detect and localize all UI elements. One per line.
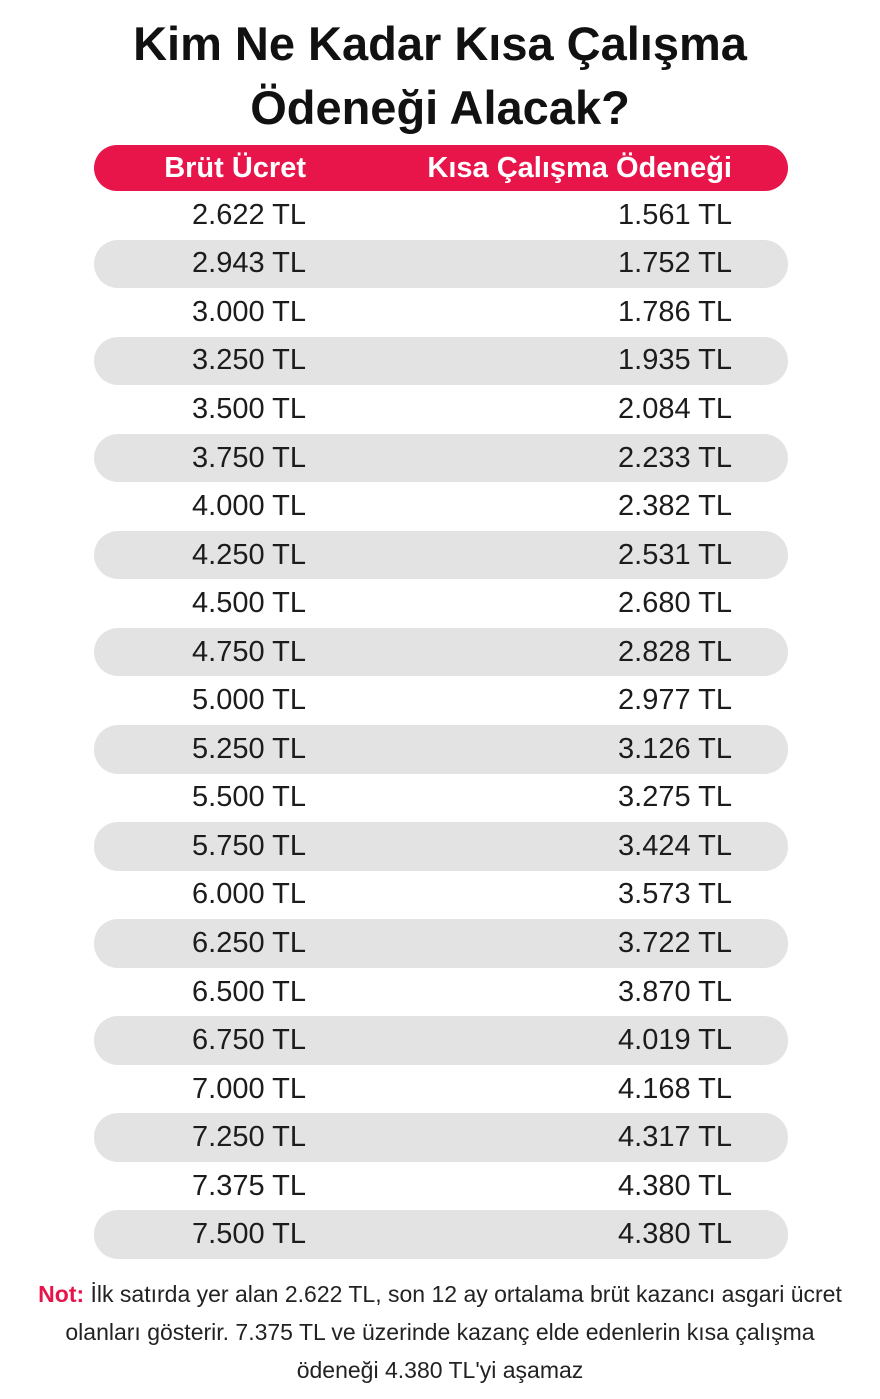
allowance-cell: 3.275 TL — [618, 781, 732, 814]
footnote-label: Not: — [38, 1281, 85, 1307]
gross-wage-cell: 7.500 TL — [192, 1218, 306, 1251]
allowance-cell: 2.382 TL — [618, 490, 732, 523]
table-row — [94, 968, 788, 1017]
gross-wage-cell: 5.000 TL — [192, 684, 306, 717]
allowance-cell: 2.233 TL — [618, 441, 732, 474]
table-row — [94, 240, 788, 289]
payment-table — [94, 145, 788, 1259]
gross-wage-cell: 5.750 TL — [192, 829, 306, 862]
gross-wage-cell: 2.622 TL — [192, 198, 306, 231]
table-row — [94, 579, 788, 628]
table-row — [94, 676, 788, 725]
table-row — [94, 822, 788, 871]
allowance-cell: 1.752 TL — [618, 247, 732, 280]
gross-wage-cell: 4.750 TL — [192, 635, 306, 668]
gross-wage-cell: 5.500 TL — [192, 781, 306, 814]
gross-wage-cell: 7.375 TL — [192, 1169, 306, 1202]
gross-wage-cell: 4.000 TL — [192, 490, 306, 523]
table-row — [94, 774, 788, 823]
header-short-work-allowance: Kısa Çalışma Ödeneği — [427, 151, 732, 184]
page-title — [0, 12, 880, 140]
allowance-cell: 3.722 TL — [618, 926, 732, 959]
gross-wage-cell: 7.000 TL — [192, 1072, 306, 1105]
table-header — [94, 145, 788, 191]
allowance-cell: 2.084 TL — [618, 392, 732, 425]
allowance-cell: 4.019 TL — [618, 1024, 732, 1057]
table-body — [94, 191, 788, 1259]
gross-wage-cell: 6.250 TL — [192, 926, 306, 959]
table-row — [94, 919, 788, 968]
header-gross-wage: Brüt Ücret — [164, 151, 306, 184]
allowance-cell: 2.531 TL — [618, 538, 732, 571]
allowance-cell: 1.561 TL — [618, 198, 732, 231]
gross-wage-cell: 7.250 TL — [192, 1121, 306, 1154]
table-row — [94, 385, 788, 434]
gross-wage-cell: 3.500 TL — [192, 392, 306, 425]
table-row — [94, 434, 788, 483]
gross-wage-cell: 3.750 TL — [192, 441, 306, 474]
allowance-cell: 3.870 TL — [618, 975, 732, 1008]
table-row — [94, 1210, 788, 1259]
gross-wage-cell: 6.500 TL — [192, 975, 306, 1008]
table-row — [94, 531, 788, 580]
footnote — [30, 1275, 850, 1389]
table-row — [94, 191, 788, 240]
title-line-2: Ödeneği Alacak? — [250, 81, 630, 134]
allowance-cell: 2.828 TL — [618, 635, 732, 668]
allowance-cell: 4.380 TL — [618, 1169, 732, 1202]
table-row — [94, 1162, 788, 1211]
table-row — [94, 288, 788, 337]
footnote-text: İlk satırda yer alan 2.622 TL, son 12 ay ortalama brüt kazancı asgari ücret olanları gösterir. 7.375 TL ve üzerinde kazanç elde edenlerin kısa çalışma ödeneği 4.380 TL'yi aşamaz — [65, 1281, 842, 1383]
table-row — [94, 1016, 788, 1065]
allowance-cell: 3.126 TL — [618, 732, 732, 765]
gross-wage-cell: 6.750 TL — [192, 1024, 306, 1057]
gross-wage-cell: 3.000 TL — [192, 295, 306, 328]
gross-wage-cell: 6.000 TL — [192, 878, 306, 911]
gross-wage-cell: 2.943 TL — [192, 247, 306, 280]
allowance-cell: 2.680 TL — [618, 587, 732, 620]
allowance-cell: 1.786 TL — [618, 295, 732, 328]
table-row — [94, 628, 788, 677]
gross-wage-cell: 4.250 TL — [192, 538, 306, 571]
allowance-cell: 2.977 TL — [618, 684, 732, 717]
table-row — [94, 725, 788, 774]
allowance-cell: 4.168 TL — [618, 1072, 732, 1105]
allowance-cell: 4.317 TL — [618, 1121, 732, 1154]
gross-wage-cell: 4.500 TL — [192, 587, 306, 620]
allowance-cell: 4.380 TL — [618, 1218, 732, 1251]
allowance-cell: 3.573 TL — [618, 878, 732, 911]
table-row — [94, 482, 788, 531]
gross-wage-cell: 5.250 TL — [192, 732, 306, 765]
allowance-cell: 3.424 TL — [618, 829, 732, 862]
allowance-cell: 1.935 TL — [618, 344, 732, 377]
table-row — [94, 337, 788, 386]
table-row — [94, 1065, 788, 1114]
table-row — [94, 871, 788, 920]
title-line-1: Kim Ne Kadar Kısa Çalışma — [133, 17, 747, 70]
gross-wage-cell: 3.250 TL — [192, 344, 306, 377]
table-row — [94, 1113, 788, 1162]
